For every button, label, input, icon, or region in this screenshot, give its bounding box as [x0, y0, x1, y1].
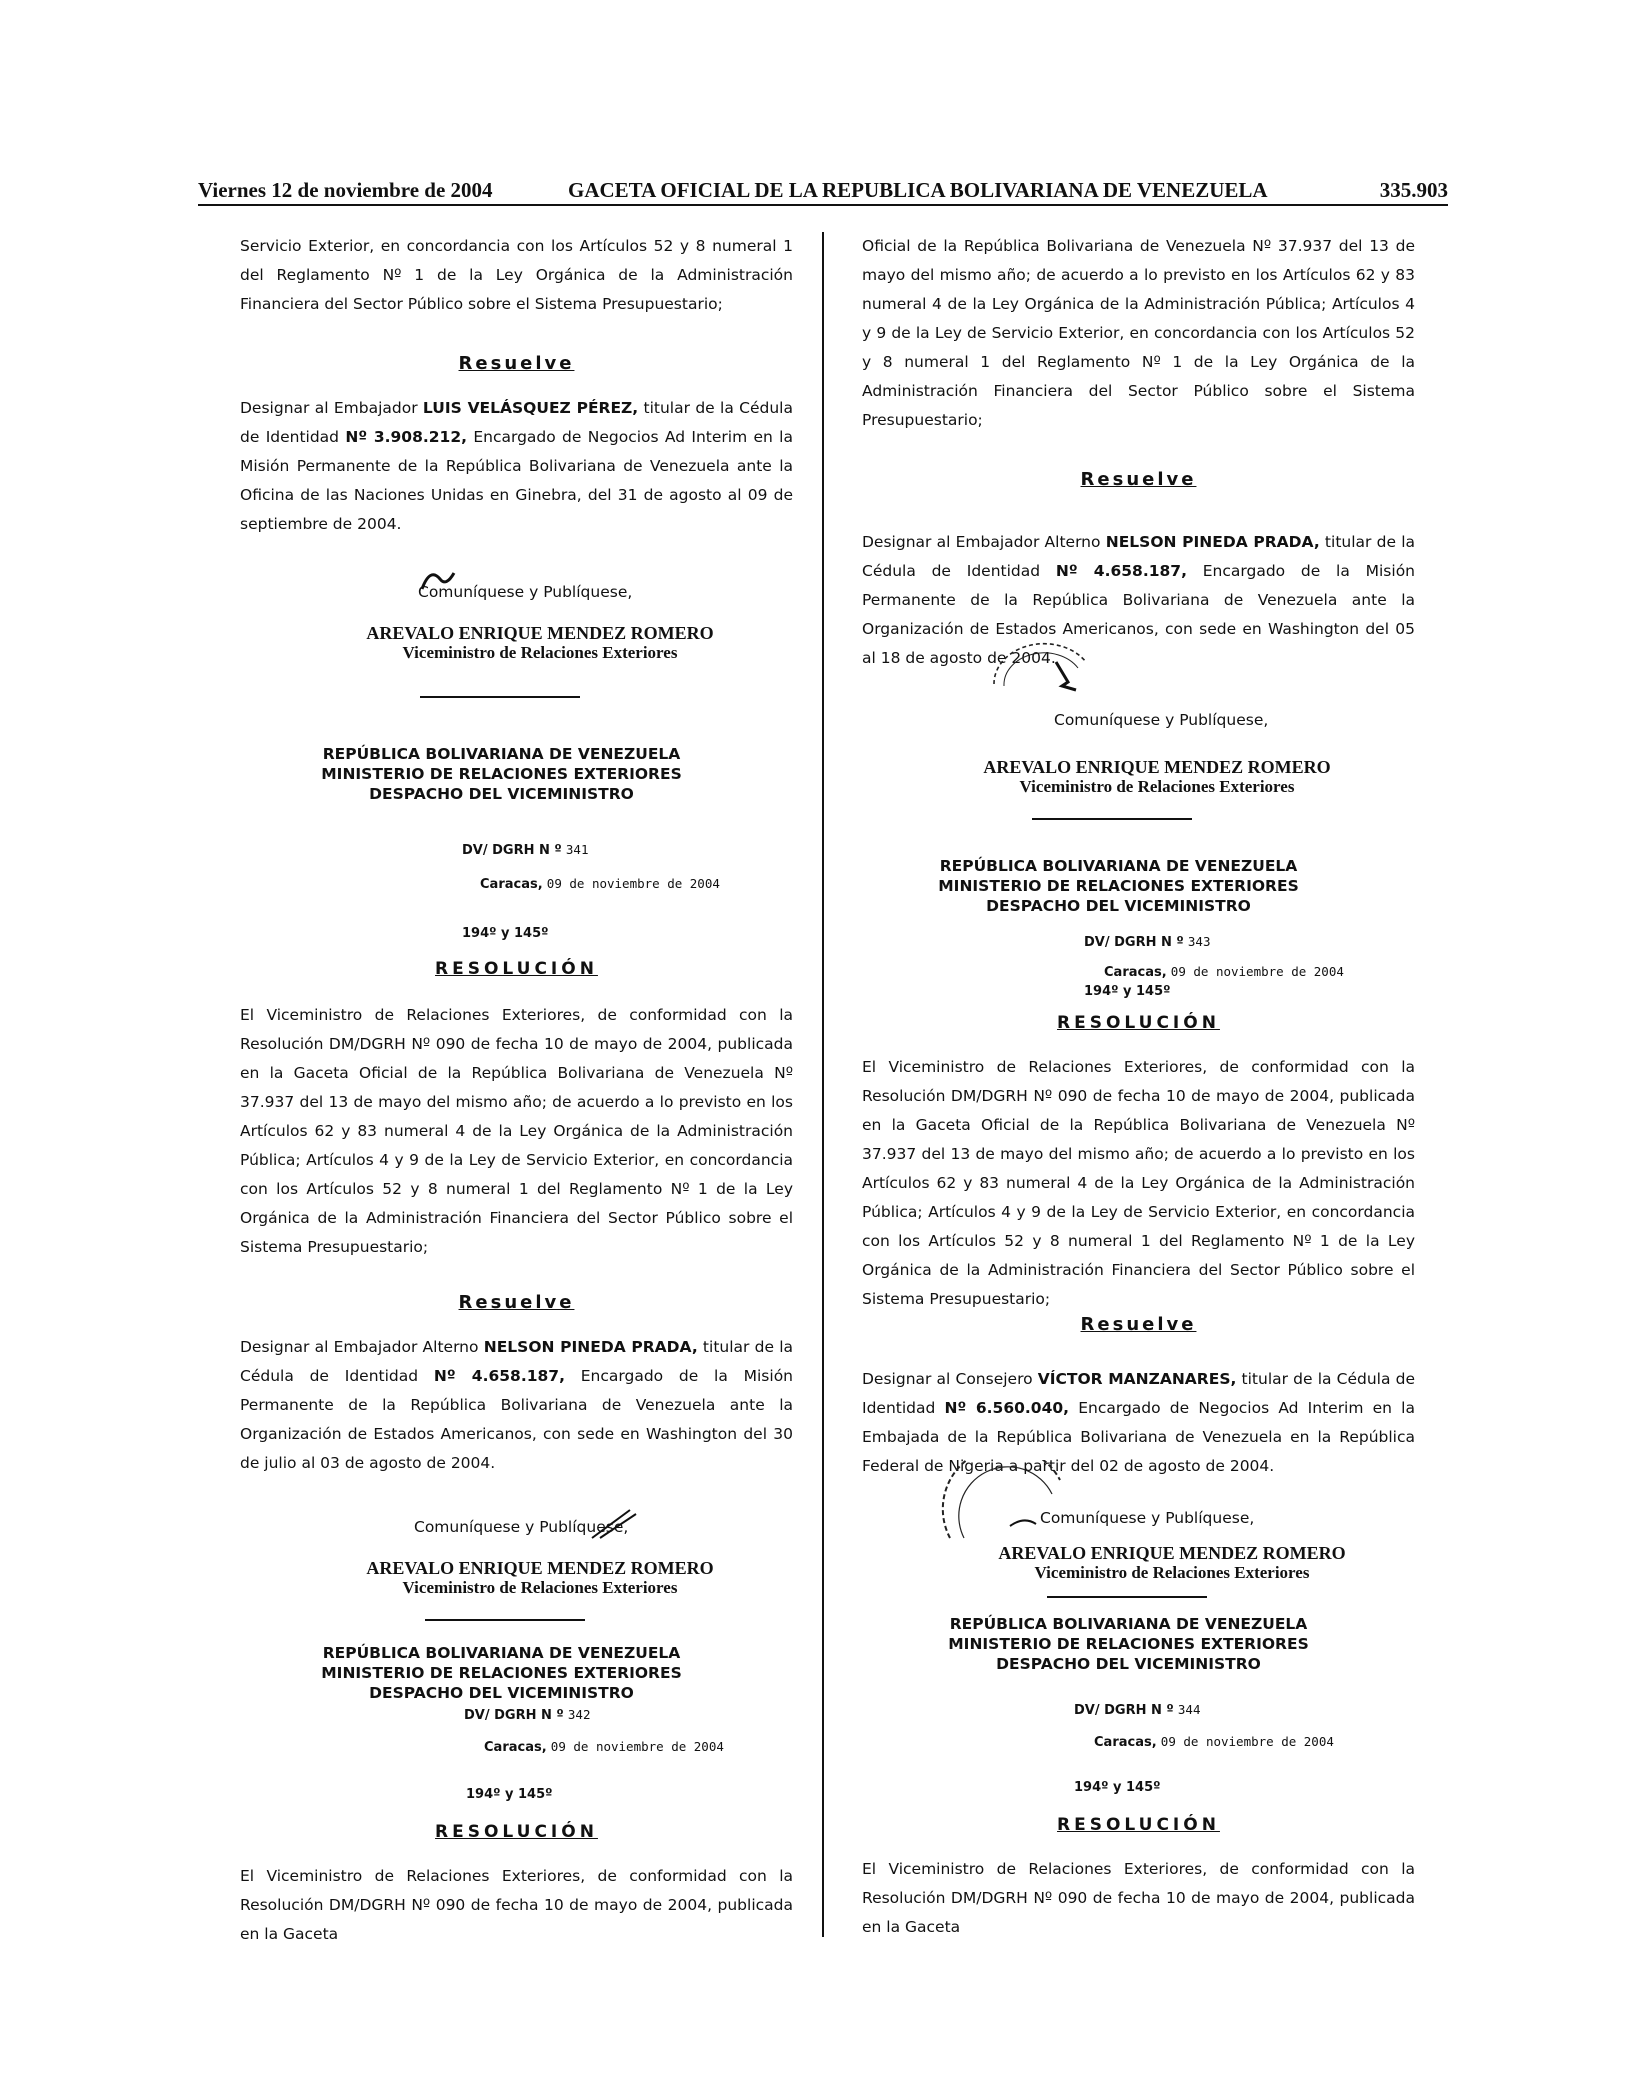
date-text: 09 de noviembre de 2004 — [1170, 964, 1344, 979]
years: 194º y 145º — [462, 926, 549, 941]
resolucion-heading: RESOLUCIÓN — [1057, 1013, 1220, 1033]
signer-title: Viceministro de Relaciones Exteriores — [402, 1578, 678, 1597]
comuniquese-line: Comuníquese y Publíquese, — [418, 583, 633, 601]
resolucion-heading: RESOLUCIÓN — [435, 959, 598, 979]
body-text: Encargado de Negocios Ad Interim en la Embajada de la República Bolivariana de Venezuela en la República Federal de Nigeria a partir del 02 de agosto de 2004. — [862, 1399, 1415, 1475]
considerando-paragraph: El Viceministro de Relaciones Exteriores, de conformidad con la Resolución DM/DGRH Nº 090 de fecha 10 de mayo de 2004, publicada en la Gaceta Oficial de la República Bolivariana de Venezuela Nº 37.937 del 13 de mayo del mismo año; de acuerdo a lo previsto en los Artículos 62 y 83 numeral 4 de la Ley Orgánica de la Administración Pública; Artículos 4 y 9 de la Ley de Servicio Exterior, en concordancia con los Artículos 52 y 8 numeral 1 del Reglamento Nº 1 de la Ley Orgánica de la Administración Financiera del Sector Público sobre el Sistema Presupuestario; — [240, 1006, 793, 1256]
comuniquese-line: Comuníquese y Publíquese, — [1040, 1509, 1255, 1527]
office-line: REPÚBLICA BOLIVARIANA DE VENEZUELA — [322, 1644, 681, 1662]
resolution-number — [1084, 934, 1415, 950]
id-number: Nº 6.560.040, — [944, 1399, 1070, 1417]
dv-number: 343 — [1187, 934, 1211, 949]
page-number: 335.903 — [1379, 178, 1448, 202]
city: Caracas, — [1104, 965, 1167, 980]
signer-title: Viceministro de Relaciones Exteriores — [402, 643, 678, 662]
office-heading — [842, 1614, 1415, 1674]
office-line: DESPACHO DEL VICEMINISTRO — [369, 1684, 634, 1702]
dv-label: DV/ DGRH N º — [1074, 1703, 1174, 1718]
office-heading — [210, 744, 793, 804]
section-separator — [1047, 1596, 1207, 1598]
resuelve-heading: Resuelve — [458, 1292, 575, 1313]
office-line: MINISTERIO DE RELACIONES EXTERIORES — [938, 877, 1299, 895]
appointee-name: LUIS VELÁSQUEZ PÉREZ, — [422, 399, 639, 417]
dv-number: 342 — [567, 1707, 591, 1722]
left-column — [240, 232, 793, 1949]
right-column — [862, 232, 1415, 1942]
years-line — [466, 1787, 793, 1802]
body-text: Encargado de la Misión Permanente de la República Bolivariana de Venezuela ante la Organización de Estados Americanos, con sede en Washington del 05 al 18 de agosto de 2004. — [862, 562, 1415, 667]
section-separator — [420, 696, 580, 698]
appointee-name: NELSON PINEDA PRADA, — [483, 1338, 698, 1356]
resolution-date — [484, 1739, 793, 1755]
date-text: 09 de noviembre de 2004 — [1160, 1734, 1334, 1749]
issue-date: Viernes 12 de noviembre de 2004 — [198, 178, 493, 202]
signer-title: Viceministro de Relaciones Exteriores — [1034, 1563, 1310, 1582]
signer-title: Viceministro de Relaciones Exteriores — [1019, 777, 1295, 796]
office-line: DESPACHO DEL VICEMINISTRO — [986, 897, 1251, 915]
considerando-paragraph: El Viceministro de Relaciones Exteriores, de conformidad con la Resolución DM/DGRH Nº 090 de fecha 10 de mayo de 2004, publicada en la Gaceta — [240, 1867, 793, 1943]
id-number: Nº 3.908.212, — [345, 428, 468, 446]
office-heading — [210, 1643, 793, 1703]
body-text: Designar al Embajador Alterno — [862, 533, 1106, 551]
resuelve-heading: Resuelve — [1080, 1314, 1197, 1335]
dv-label: DV/ DGRH N º — [462, 843, 562, 858]
section-separator — [425, 1619, 585, 1621]
city: Caracas, — [1094, 1735, 1157, 1750]
office-line: DESPACHO DEL VICEMINISTRO — [996, 1655, 1261, 1673]
resolution-number — [462, 842, 793, 858]
resolution-date — [480, 876, 793, 892]
years: 194º y 145º — [466, 1787, 553, 1802]
resolution-date — [1104, 964, 1415, 980]
resuelve-heading: Resuelve — [458, 353, 575, 374]
resolution-date — [1094, 1734, 1415, 1750]
signature-scribble — [420, 565, 460, 595]
appointee-name: NELSON PINEDA PRADA, — [1105, 533, 1320, 551]
resolution-body — [240, 1333, 793, 1478]
years: 194º y 145º — [1074, 1780, 1161, 1795]
header-rule — [198, 204, 1448, 206]
signature-block — [972, 1543, 1372, 1582]
continuation-paragraph: Oficial de la República Bolivariana de Venezuela Nº 37.937 del 13 de mayo del mismo año; de acuerdo a lo previsto en los Artículos 62 y 83 numeral 4 de la Ley Orgánica de la Administración Pública; Artículos 4 y 9 de la Ley de Servicio Exterior, en concordancia con los Artículos 52 y 8 numeral 1 del Reglamento Nº 1 de la Ley Orgánica de la Administración Financiera del Sector Público sobre el Sistema Presupuestario; — [862, 237, 1415, 429]
city: Caracas, — [484, 1740, 547, 1755]
office-line: DESPACHO DEL VICEMINISTRO — [369, 785, 634, 803]
body-text: Designar al Consejero — [862, 1370, 1038, 1388]
resuelve-heading: Resuelve — [1080, 469, 1197, 490]
body-text: Designar al Embajador Alterno — [240, 1338, 484, 1356]
years: 194º y 145º — [1084, 984, 1171, 999]
dv-number: 344 — [1177, 1702, 1201, 1717]
office-line: MINISTERIO DE RELACIONES EXTERIORES — [321, 1664, 682, 1682]
id-number: Nº 4.658.187, — [433, 1367, 565, 1385]
dv-label: DV/ DGRH N º — [464, 1708, 564, 1723]
dv-label: DV/ DGRH N º — [1084, 935, 1184, 950]
resolution-number — [1074, 1702, 1415, 1718]
resolucion-heading: RESOLUCIÓN — [1057, 1815, 1220, 1835]
signer-name: AREVALO ENRIQUE MENDEZ ROMERO — [998, 1543, 1346, 1563]
years-line — [462, 926, 793, 941]
signature-scribble — [590, 1508, 640, 1542]
considerando-paragraph: El Viceministro de Relaciones Exteriores, de conformidad con la Resolución DM/DGRH Nº 090 de fecha 10 de mayo de 2004, publicada en la Gaceta Oficial de la República Bolivariana de Venezuela Nº 37.937 del 13 de mayo del mismo año; de acuerdo a lo previsto en los Artículos 62 y 83 numeral 4 de la Ley Orgánica de la Administración Pública; Artículos 4 y 9 de la Ley de Servicio Exterior, en concordancia con los Artículos 52 y 8 numeral 1 del Reglamento Nº 1 de la Ley Orgánica de la Administración Financiera del Sector Público sobre el Sistema Presupuestario; — [862, 1058, 1415, 1308]
office-line: REPÚBLICA BOLIVARIANA DE VENEZUELA — [949, 1615, 1308, 1633]
office-line: REPÚBLICA BOLIVARIANA DE VENEZUELA — [939, 857, 1298, 875]
signer-name: AREVALO ENRIQUE MENDEZ ROMERO — [366, 623, 714, 643]
signature-block — [957, 757, 1357, 796]
section-separator — [1032, 818, 1192, 820]
appointee-name: VÍCTOR MANZANARES, — [1037, 1370, 1237, 1388]
body-text: titular de la Cédula de Identidad — [862, 533, 1416, 580]
signer-name: AREVALO ENRIQUE MENDEZ ROMERO — [366, 1558, 714, 1578]
years-line — [1084, 984, 1415, 999]
signature-block — [340, 1558, 740, 1597]
body-text: Designar al Embajador — [240, 399, 423, 417]
resolucion-heading: RESOLUCIÓN — [435, 1822, 598, 1842]
body-text: titular de la Cédula de Identidad — [862, 1370, 1416, 1417]
office-line: MINISTERIO DE RELACIONES EXTERIORES — [321, 765, 682, 783]
gazette-title: GACETA OFICIAL DE LA REPUBLICA BOLIVARIANA DE VENEZUELA — [568, 178, 1268, 202]
resolution-body — [240, 394, 793, 539]
official-seal-stamp — [986, 632, 1096, 692]
city: Caracas, — [480, 877, 543, 892]
dv-number: 341 — [565, 842, 589, 857]
body-text: Encargado de la Misión Permanente de la República Bolivariana de Venezuela ante la Organización de Estados Americanos, con sede en Washington del 30 de julio al 03 de agosto de 2004. — [240, 1367, 793, 1472]
date-text: 09 de noviembre de 2004 — [546, 876, 720, 891]
office-heading — [822, 856, 1415, 916]
years-line — [1074, 1780, 1415, 1795]
date-text: 09 de noviembre de 2004 — [550, 1739, 724, 1754]
body-text: Encargado de Negocios Ad Interim en la Misión Permanente de la República Bolivariana de Venezuela ante la Oficina de las Naciones Unidas en Ginebra, del 31 de agosto al 09 de septiembre de 2004. — [240, 428, 793, 533]
body-text: titular de la Cédula de Identidad — [240, 399, 793, 446]
body-text: titular de la Cédula de Identidad — [240, 1338, 794, 1385]
office-line: REPÚBLICA BOLIVARIANA DE VENEZUELA — [322, 745, 681, 763]
signature-block — [340, 623, 740, 662]
resolution-number — [464, 1707, 793, 1723]
office-line: MINISTERIO DE RELACIONES EXTERIORES — [948, 1635, 1309, 1653]
official-seal-stamp — [940, 1460, 1090, 1540]
resolution-body — [862, 528, 1415, 673]
column-divider — [822, 232, 824, 1937]
comuniquese-line: Comuníquese y Publíquese, — [414, 1518, 629, 1536]
continuation-paragraph: Servicio Exterior, en concordancia con los Artículos 52 y 8 numeral 1 del Reglamento Nº 1 de la Ley Orgánica de la Administración Financiera del Sector Público sobre el Sistema Presupuestario; — [240, 237, 793, 313]
signer-name: AREVALO ENRIQUE MENDEZ ROMERO — [983, 757, 1331, 777]
considerando-paragraph: El Viceministro de Relaciones Exteriores, de conformidad con la Resolución DM/DGRH Nº 090 de fecha 10 de mayo de 2004, publicada en la Gaceta — [862, 1860, 1415, 1936]
comuniquese-line: Comuníquese y Publíquese, — [1054, 711, 1269, 729]
id-number: Nº 4.658.187, — [1055, 562, 1187, 580]
